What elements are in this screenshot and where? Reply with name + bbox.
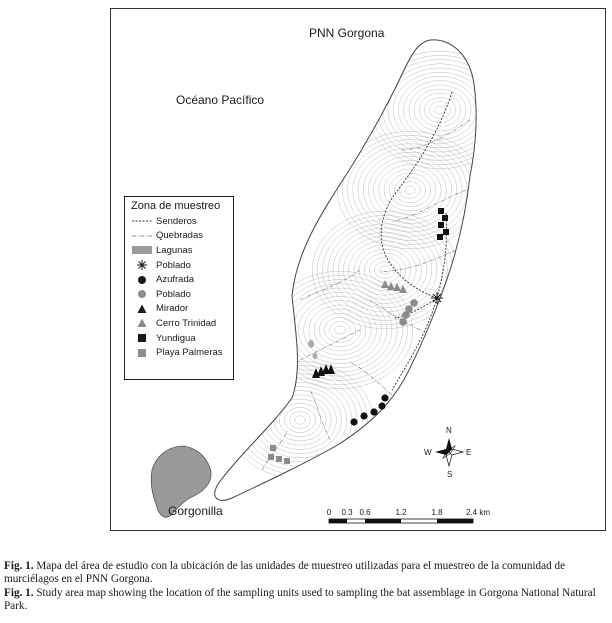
- gray-circle-icon: [131, 288, 153, 300]
- legend-item-label: Lagunas: [156, 244, 193, 256]
- contour-line: [227, 361, 373, 479]
- caption-english: [4, 587, 608, 614]
- contour-line: [404, 81, 477, 140]
- ocean-label: Océano Pacífico: [176, 93, 265, 107]
- dotted-line-icon: [131, 215, 153, 227]
- contour-line: [400, 182, 421, 199]
- caption-es-text: Mapa del área de estudio con la ubicación de las unidades de muestreo utilizadas para el muestreo de la comunidad de murciélagos en el PNN Gorgona.: [4, 560, 566, 586]
- contour-line: [379, 165, 441, 215]
- contour-line: [389, 173, 431, 207]
- black-square-icon: [131, 332, 153, 344]
- contour-line: [243, 374, 357, 466]
- compass-s: S: [447, 470, 453, 479]
- contour-line: [384, 169, 436, 211]
- legend-item: [131, 302, 227, 317]
- map-title: PNN Gorgona: [309, 26, 385, 40]
- legend-item-label: Yundigua: [156, 332, 196, 344]
- dashdot-line-icon: [131, 230, 153, 242]
- contour-line: [312, 211, 458, 329]
- contour-line: [353, 144, 467, 236]
- contour-line: [253, 382, 347, 458]
- legend-item: [131, 258, 227, 273]
- legend-item-label: Playa Palmeras: [156, 347, 223, 359]
- contour-line: [405, 186, 415, 194]
- legend-item: [131, 287, 227, 302]
- caption-spanish: [4, 560, 608, 587]
- contour-line: [375, 262, 396, 279]
- contour-line: [369, 257, 400, 282]
- legend-item: [131, 345, 227, 360]
- compass-n: N: [446, 426, 452, 435]
- scale-tick: 0.3: [341, 508, 353, 517]
- contour-line: [284, 407, 315, 432]
- contour-line: [330, 322, 351, 339]
- contour-line: [304, 301, 377, 360]
- black-circle-icon: [131, 274, 153, 286]
- caption-en-text: Study area map showing the location of the sampling units used to sampling the bat assemblage in Gorgona National Natural Park.: [4, 586, 596, 613]
- scale-bar: [329, 519, 473, 523]
- legend-title: Zona de muestreo: [131, 200, 221, 212]
- contour-line: [269, 395, 331, 445]
- contour-line: [435, 106, 445, 114]
- contour-line: [338, 232, 432, 308]
- legend-item-label: Mirador: [156, 303, 189, 315]
- scale-tick: 0: [326, 508, 332, 517]
- legend-item-label: Senderos: [156, 215, 197, 227]
- contour-line: [295, 416, 305, 424]
- contour-line: [409, 85, 471, 135]
- scale-tick: 1.8: [431, 508, 443, 517]
- compass-w: W: [424, 448, 432, 457]
- contour-line: [298, 296, 381, 363]
- sampling-playa-palmeras: [268, 445, 290, 464]
- legend-item: [131, 272, 227, 287]
- contour-line: [398, 76, 481, 143]
- contour-line: [348, 140, 473, 241]
- contour-line: [374, 161, 447, 220]
- legend-item: [131, 316, 227, 331]
- scale-tick: 1.2: [395, 508, 407, 517]
- legend-item-label: Poblado: [156, 288, 191, 300]
- compass-rose-icon: [435, 438, 463, 466]
- legend-item: [131, 331, 227, 346]
- star-icon: [131, 259, 153, 271]
- island-contours: [227, 51, 513, 479]
- contour-line: [335, 326, 345, 334]
- caption-es-label: Fig. 1.: [4, 560, 34, 572]
- scale-tick: 2.4 km: [465, 508, 491, 517]
- contour-line: [319, 313, 361, 347]
- contour-line: [258, 386, 341, 453]
- contour-line: [283, 284, 397, 376]
- contour-line: [323, 220, 448, 321]
- legend-item: [131, 229, 227, 244]
- contour-line: [343, 236, 426, 303]
- contour-line: [372, 55, 507, 164]
- gray-triangle-icon: [131, 317, 153, 329]
- gray-patch-icon: [131, 244, 153, 256]
- compass-e: E: [466, 448, 472, 457]
- contour-line: [290, 412, 311, 429]
- contour-line: [367, 51, 513, 169]
- contour-line: [232, 365, 367, 474]
- contour-line: [430, 102, 451, 119]
- contour-line: [328, 224, 442, 316]
- contour-line: [278, 280, 403, 381]
- caption-en-label: Fig. 1.: [4, 586, 34, 599]
- contour-line: [274, 399, 326, 441]
- legend-item-label: Cerro Trinidad: [156, 317, 217, 329]
- contour-line: [380, 266, 390, 274]
- scale-tick: 0.6: [359, 508, 371, 517]
- legend-item-label: Quebradas: [156, 230, 204, 242]
- black-triangle-icon: [131, 303, 153, 315]
- contour-line: [314, 309, 366, 351]
- legend-item: [131, 214, 227, 229]
- figure-caption: [4, 560, 608, 614]
- contour-line: [324, 317, 355, 342]
- contour-line: [279, 403, 321, 437]
- contour-line: [424, 97, 455, 122]
- legend-item-label: Azufrada: [156, 274, 195, 286]
- contour-line: [394, 177, 425, 202]
- contour-line: [378, 60, 503, 161]
- legend-item-label: Poblado: [156, 259, 191, 271]
- map-legend: [124, 196, 234, 380]
- sampling-poblado: [399, 299, 418, 326]
- legend-item: [131, 243, 227, 258]
- islet-label: Gorgonilla: [168, 504, 223, 518]
- gray-square-icon: [131, 347, 153, 359]
- contour-line: [414, 89, 466, 131]
